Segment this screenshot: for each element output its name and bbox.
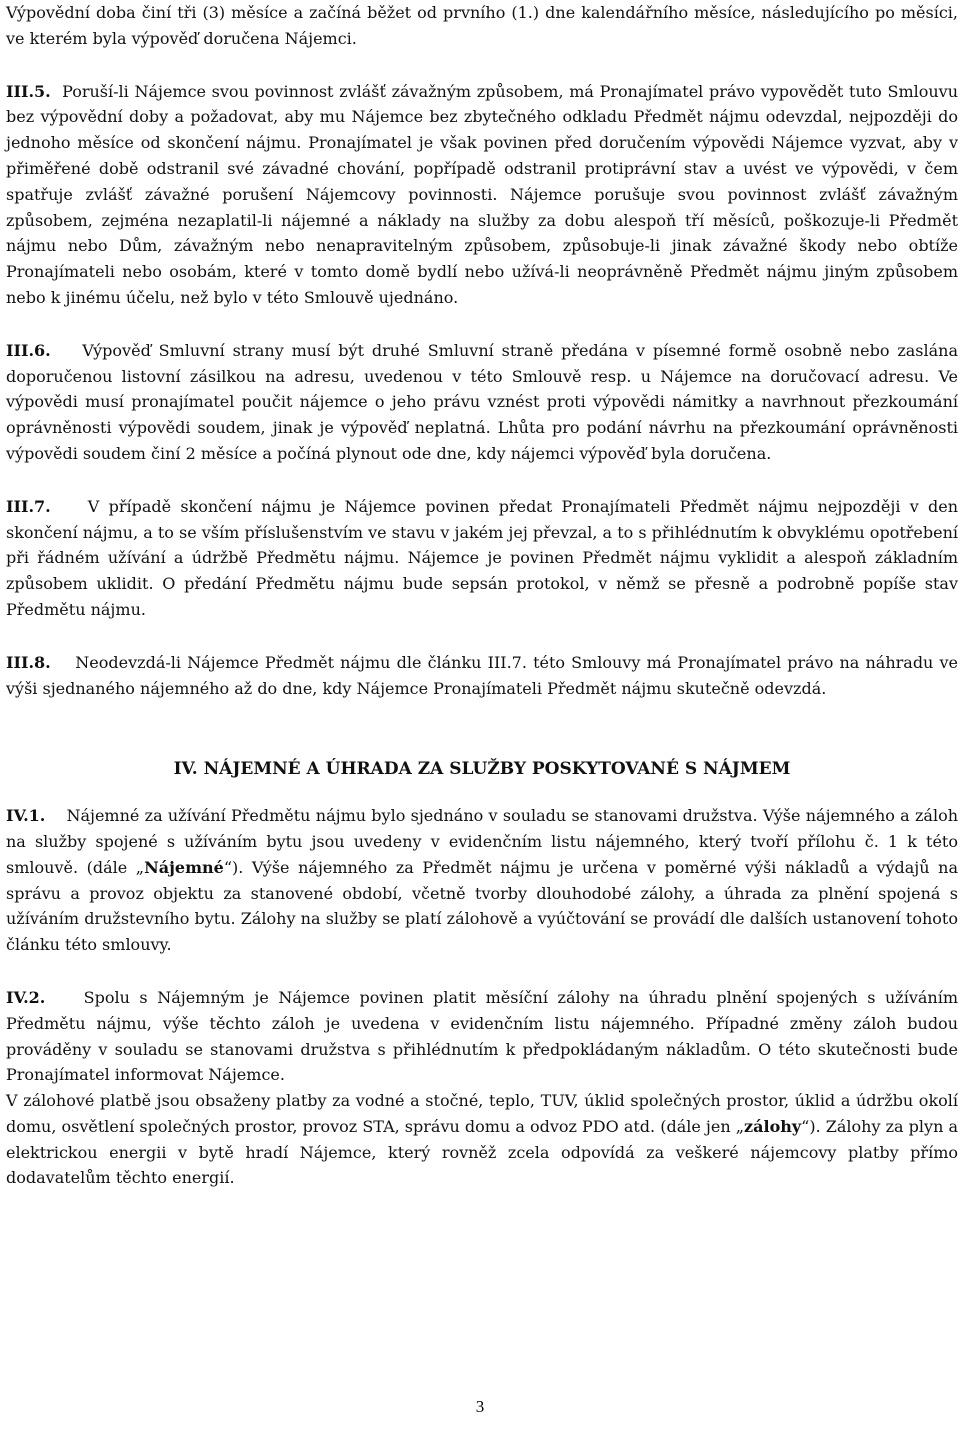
clause-text: Spolu s Nájemným je Nájemce povinen platit měsíční zálohy na úhradu plnění spojených s užíváním Předmětu nájmu, výše těchto záloh je uvedena v evidenčním listu nájemného. Případné změny záloh budou prováděny v souladu se stanovami družstva s přihlédnutím k předpokládaným nákladům. O této skutečnosti bude Pronajímatel informovat Nájemce.: [6, 987, 959, 1085]
defined-term: Nájemné: [144, 857, 224, 877]
clause-iii-5: [6, 79, 958, 311]
clause-number: III.8.: [6, 652, 51, 672]
clause-iii-8: [6, 650, 958, 702]
paragraph-text: Výpovědní doba činí tři (3) měsíce a začíná běžet od prvního (1.) dne kalendářního měsíce, následujícího po měsíci, ve kterém byla výpověď doručena Nájemci.: [6, 3, 958, 48]
section-heading-iv: IV. NÁJEMNÉ A ÚHRADA ZA SLUŽBY POSKYTOVANÉ S NÁJMEM: [173, 759, 791, 780]
clause-text-continued: “). Výše nájemného za Předmět nájmu je určena v poměrné výši nákladů a výdajů na správu a provoz objektu za stanovené období, včetně tvorby dlouhodobé zálohy, a úhrada za plnění spojená s užíváním družstevního bytu. Zálohy na služby se platí zálohově a vyúčtování se provádí dle dalších ustanovení tohoto článku této smlouvy.: [6, 857, 958, 955]
clause-iii-6: [6, 338, 958, 467]
clause-text: V případě skončení nájmu je Nájemce povinen předat Pronajímateli Předmět nájmu nejpozději v den skončení nájmu, a to se vším příslušenstvím ve stavu v jakém jej převzal, a to s přihlédnutím k obvyklému opotřebení při řádném užívání a údržbě Předmětu nájmu. Nájemce je povinen Předmět nájmu vyklidit a alespoň základním způsobem uklidit. O předání Předmětu nájmu bude sepsán protokol, v němž se přesně a podrobně popíše stav Předmětu nájmu.: [6, 496, 958, 619]
clause-text: Poruší-li Nájemce svou povinnost zvlášť závažným způsobem, má Pronajímatel právo vypovědět tuto Smlouvu bez výpovědní doby a požadovat, aby mu Nájemce bez zbytečného odkladu Předmět nájmu odevzdal, nejpozději do jednoho měsíce od skončení nájmu. Pronajímatel je však povinen před doručením výpovědi Nájemce vyzvat, aby v přiměřené době odstranil své závadné chování, popřípadě odstranil protiprávní stav a uvést ve výpovědi, v čem spatřuje zvlášť závažné porušení Nájemcovy povinnosti. Nájemce porušuje svou povinnost zvlášť závažným způsobem, zejména nezaplatil-li nájemné a náklady na služby za dobu alespoň tří měsíců, poškozuje-li Předmět nájmu nebo Dům, závažným nebo nenapravitelným způsobem, způsobuje-li jinak závažné škody nebo obtíže Pronajímateli nebo osobám, které v tomto domě bydlí nebo užívá-li neoprávněně Předmět nájmu jiným způsobem nebo k jinému účelu, než bylo v této Smlouvě ujednáno.: [6, 81, 959, 307]
paragraph-text-continued: “). Zálohy za plyn a elektrickou energii v bytě hradí Nájemce, který rovněž zcela odpovídá za veškeré nájemcovy platby přímo dodavatelům těchto energií.: [6, 1116, 959, 1188]
page-number: 3: [475, 1397, 485, 1416]
clause-iii-7: [6, 494, 958, 623]
clause-number: IV.2.: [6, 987, 46, 1007]
clause-text: Nájemné za užívání Předmětu nájmu bylo sjednáno v souladu se stanovami družstva. Výše nájemného a záloh na služby spojené s užíváním bytu jsou uvedeny v evidenčním listu nájemného, který tvoří přílohu č. 1 k této smlouvě. (dále „: [6, 806, 959, 877]
clause-number: IV.1.: [6, 806, 46, 826]
defined-term: zálohy: [744, 1116, 802, 1136]
clause-text: Neodevzdá-li Nájemce Předmět nájmu dle článku III.7. této Smlouvy má Pronajímatel právo na náhradu ve výši sjednaného nájemného až do dne, kdy Nájemce Pronajímateli Předmět nájmu skutečně odevzdá.: [6, 652, 959, 698]
clause-text: Výpověď Smluvní strany musí být druhé Smluvní straně předána v písemné formě osobně nebo zaslána doporučenou listovní zásilkou na adresu, uvedenou v této Smlouvě resp. u Nájemce na doručovací adresu. Ve výpovědi musí pronajímatel poučit nájemce o jeho právu vznést proti výpovědi námitky a navrhnout přezkoumání oprávněnosti výpovědi soudem, jinak je výpověď neplatná. Lhůta pro podání návrhu na přezkoumání oprávněnosti výpovědi soudem činí 2 měsíce a počíná plynout ode dne, kdy nájemci výpověď byla doručena.: [6, 340, 959, 463]
clause-iv-2: [6, 985, 958, 1088]
clause-number: III.5.: [6, 81, 51, 101]
clause-number: III.7.: [6, 496, 51, 516]
paragraph-notice-period: [6, 0, 958, 52]
paragraph-text: V zálohové platbě jsou obsaženy platby za vodné a stočné, teplo, TUV, úklid společných prostor, úklid a údržbu okolí domu, osvětlení společných prostor, provoz STA, správu domu a odvoz PDO atd. (dále jen „: [6, 1091, 958, 1136]
paragraph-advance-payments: [6, 1088, 958, 1191]
clause-iv-1: [6, 803, 958, 958]
clause-number: III.6.: [6, 340, 51, 360]
